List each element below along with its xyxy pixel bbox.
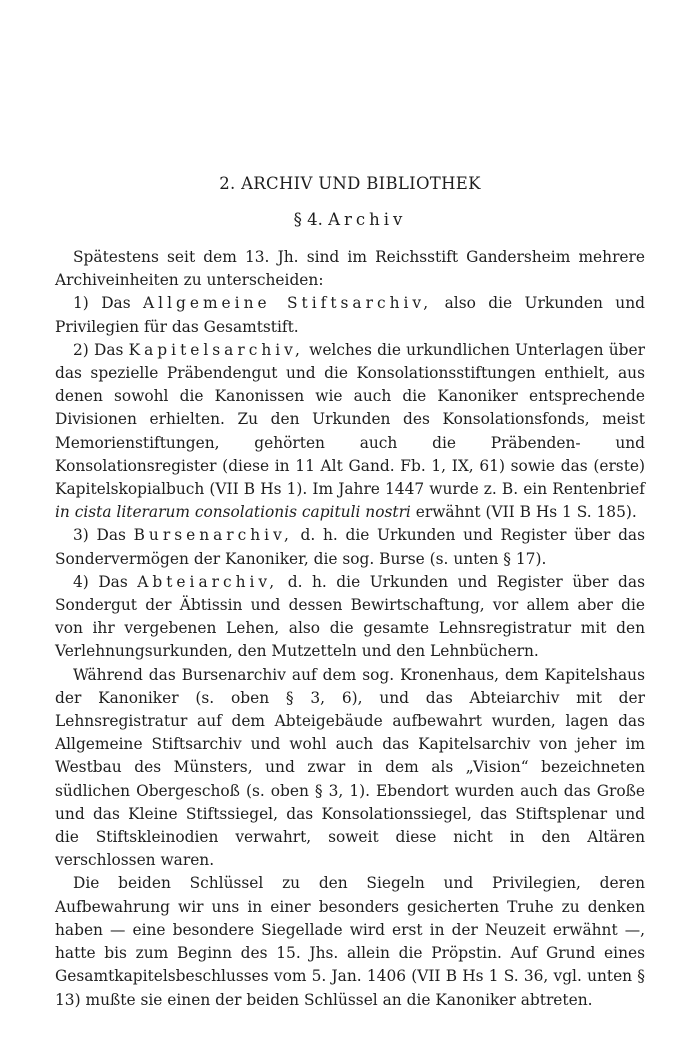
body-text — [55, 246, 645, 1012]
paragraph: Die beiden Schlüssel zu den Siegeln und Privilegien, deren Aufbewahrung wir uns in einer besonders gesicherten Truhe zu denken haben — eine besondere Siegellade wird erst in der Neuzeit erwähnt —, hatte bis zum Beginn des 15. Jhs. allein die Pröpstin. Auf Grund eines Gesamtkapitelsbeschlusses vom 5. Jan. 1406 (VII B Hs 1 S. 36, vgl. unten § 13) mußte sie einen der beiden Schlüssel an die Kanoniker abtreten. — [55, 874, 645, 1009]
paragraph: Spätestens seit dem 13. Jh. sind im Reichsstift Gandersheim mehrere Archiveinheiten zu unterscheiden: — [55, 248, 645, 290]
spaced-term: Bursenarchiv, — [133, 526, 293, 545]
paragraph-rest: d. h. die Urkunden und Register über das Sondervermögen der Kanoniker, die sog. Burse (s. unten § 17). — [55, 526, 645, 568]
paragraph-lead: 2) Das — [73, 340, 124, 359]
spaced-term: Allgemeine Stiftsarchiv, — [143, 294, 433, 313]
paragraph-rest: d. h. die Urkunden und Register über das Sondergut der Äbtissin und dessen Bewirtschaftung, vor allem aber die von ihr vergebenen Lehen, also die gesamte Lehnsregistratur mit den Verlehnungsurkunden, den Mutzetteln und den Lehnbüchern. — [55, 572, 645, 661]
paragraph-lead: 3) Das — [73, 526, 126, 545]
section-number: § 4. — [293, 210, 323, 229]
paragraph: Während das Bursenarchiv auf dem sog. Kronenhaus, dem Kapitelshaus der Kanoniker (s. oben § 3, 6), und das Abteiarchiv mit der Lehnsregistratur auf dem Abteigebäude aufbewahrt wurden, lagen das Allgemeine Stiftsarchiv und wohl auch das Kapitelsarchiv von jeher im Westbau des Münsters, und zwar in dem als „Vision“ bezeichneten südlichen Obergeschoß (s. oben § 3, 1). Ebendort wurden auch das Große und das Kleine Stiftssiegel, das Konsolationssiegel, das Stiftsplenar und die Stiftskleinodien verwahrt, soweit diese nicht in den Altären verschlossen waren. — [55, 665, 645, 870]
paragraph-lead: 1) Das — [73, 294, 131, 313]
chapter-title: 2. ARCHIV UND BIBLIOTHEK — [219, 174, 481, 193]
section-name: Archiv — [328, 210, 407, 229]
section-title — [0, 210, 700, 229]
paragraph-lead: 4) Das — [73, 572, 128, 591]
paragraph — [55, 292, 645, 338]
spaced-term: Abteiarchiv, — [137, 572, 279, 591]
paragraph — [55, 524, 645, 570]
latin-quote: in cista literarum consolationis capituli nostri — [55, 503, 411, 522]
spaced-term: Kapitelsarchiv, — [128, 340, 304, 359]
paragraph — [55, 339, 645, 525]
paragraph-rest: also die Urkunden und Privilegien für das Gesamtstift. — [55, 294, 645, 336]
paragraph-rest: welches die urkundlichen Unterlagen über das spezielle Präbendengut und die Konsolationsstiftungen enthielt, aus denen sowohl die Kanonissen wie auch die Kanoniker entsprechende Divisionen erhielten. Zu den Urkunden des Konsolationsfonds, meist Memorienstiftungen, gehörten auch die Präbenden- und Konsolationsregister (diese in 11 Alt Gand. Fb. 1, IX, 61) sowie das (erste) Kapitelskopialbuch (VII B Hs 1). Im Jahre 1447 wurde z. B. ein Rentenbrief — [55, 340, 645, 499]
paragraph-tail: erwähnt (VII B Hs 1 S. 185). — [410, 503, 637, 522]
paragraph — [55, 571, 645, 664]
